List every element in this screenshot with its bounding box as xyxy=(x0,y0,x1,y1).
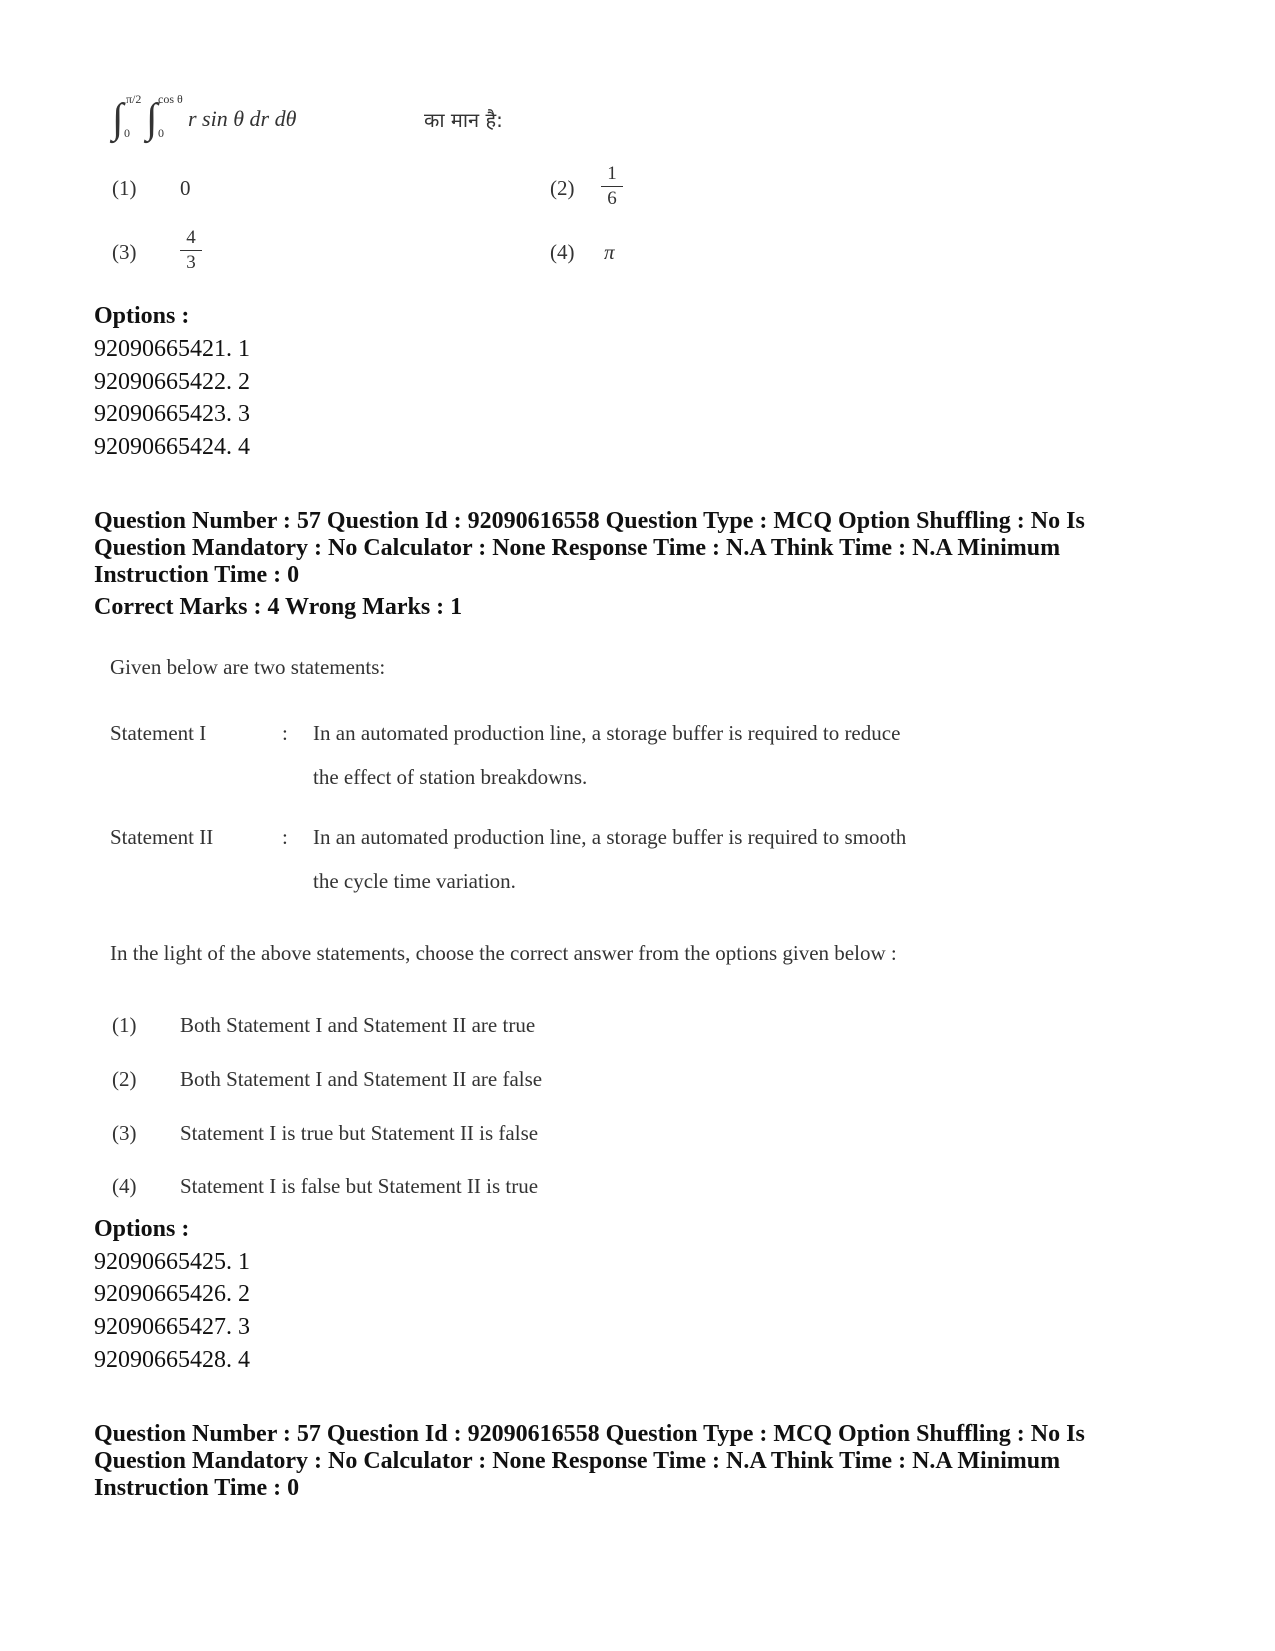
outer-integral-sign: ∫ xyxy=(112,96,124,142)
meta-line: Question Mandatory : No Calculator : None Response Time : N.A Think Time : N.A Minimum xyxy=(94,535,1061,561)
choice-text: Statement I is true but Statement II is false xyxy=(180,1121,539,1145)
option-id: 92090665422. 2 xyxy=(94,369,250,395)
meta-line: Instruction Time : 0 xyxy=(94,562,300,588)
option-id: 92090665423. 3 xyxy=(94,401,250,427)
statement-1-text: In an automated production line, a storage buffer is required to reduce xyxy=(313,721,901,745)
question-meta xyxy=(94,1421,1094,1502)
choice-value: 0 xyxy=(180,176,191,200)
fraction-numerator: 4 xyxy=(186,227,196,248)
inner-lower-limit: 0 xyxy=(158,126,164,140)
choice-number: (4) xyxy=(112,1174,137,1198)
statement-colon: : xyxy=(282,721,288,745)
choice-number: (1) xyxy=(112,176,137,200)
choice-number: (1) xyxy=(112,1013,137,1037)
inner-integral-sign: ∫ xyxy=(146,96,158,142)
inner-upper-limit: cos θ xyxy=(158,92,183,106)
option-id: 92090665427. 3 xyxy=(94,1314,250,1340)
options-label: Options : xyxy=(94,303,190,329)
choice-number: (4) xyxy=(550,240,575,264)
fraction-numerator: 1 xyxy=(607,163,617,184)
fraction-denominator: 3 xyxy=(186,252,196,273)
choice-fraction xyxy=(601,164,623,209)
choice-number: (3) xyxy=(112,1121,137,1145)
fraction-denominator: 6 xyxy=(607,188,617,209)
options-label: Options : xyxy=(94,1216,190,1242)
statement-2-label: Statement II xyxy=(110,825,214,849)
statement-2-text: In an automated production line, a storage buffer is required to smooth xyxy=(313,825,907,849)
question-meta xyxy=(94,508,1094,589)
statement-colon: : xyxy=(282,825,288,849)
integral-expression xyxy=(112,92,512,146)
option-id: 92090665421. 1 xyxy=(94,336,250,362)
integrand: r sin θ dr dθ xyxy=(188,106,297,131)
statement-1-label: Statement I xyxy=(110,721,207,745)
statement-1-text: the effect of station breakdowns. xyxy=(313,765,588,789)
meta-line: Question Number : 57 Question Id : 92090616558 Question Type : MCQ Option Shuffling : No Is xyxy=(94,508,1085,534)
question-intro: Given below are two statements: xyxy=(110,655,386,679)
option-id: 92090665425. 1 xyxy=(94,1249,250,1275)
choice-number: (2) xyxy=(112,1067,137,1091)
question-prompt: In the light of the above statements, choose the correct answer from the options given below : xyxy=(110,941,897,965)
choice-value: π xyxy=(604,240,615,264)
choice-text: Both Statement I and Statement II are true xyxy=(180,1013,536,1037)
choice-text: Statement I is false but Statement II is true xyxy=(180,1174,539,1198)
choice-number: (2) xyxy=(550,176,575,200)
outer-upper-limit: π/2 xyxy=(126,92,142,106)
question-marks: Correct Marks : 4 Wrong Marks : 1 xyxy=(94,594,463,620)
meta-line: Question Number : 57 Question Id : 92090616558 Question Type : MCQ Option Shuffling : No Is xyxy=(94,1421,1085,1447)
meta-line: Question Mandatory : No Calculator : None Response Time : N.A Think Time : N.A Minimum xyxy=(94,1448,1061,1474)
meta-line: Instruction Time : 0 xyxy=(94,1475,300,1501)
choice-fraction xyxy=(180,228,202,273)
hindi-question-text: का मान है: xyxy=(424,108,503,132)
choice-number: (3) xyxy=(112,240,137,264)
outer-lower-limit: 0 xyxy=(124,126,130,140)
option-id: 92090665428. 4 xyxy=(94,1347,250,1373)
option-id: 92090665426. 2 xyxy=(94,1281,250,1307)
statement-2-text: the cycle time variation. xyxy=(313,869,516,893)
option-id: 92090665424. 4 xyxy=(94,434,250,460)
choice-text: Both Statement I and Statement II are false xyxy=(180,1067,543,1091)
